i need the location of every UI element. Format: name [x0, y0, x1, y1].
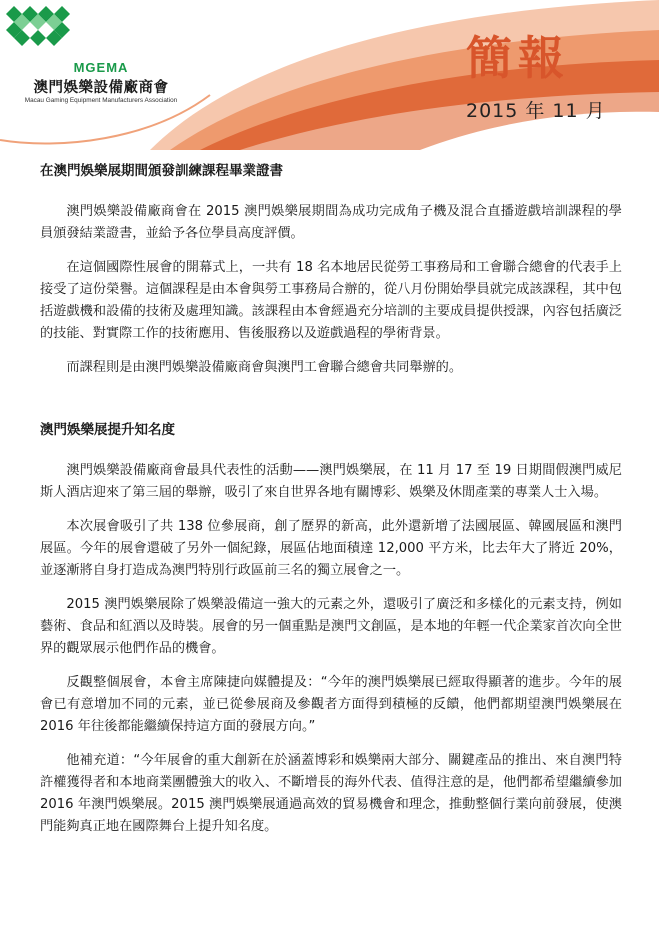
header-banner: [0, 0, 659, 150]
org-name-zh: 澳門娛樂設備廠商會: [33, 80, 169, 96]
paragraph: 澳門娛樂設備廠商會最具代表性的活動——澳門娛樂展，在 11 月 17 至 19 日期間假澳門威尼斯人酒店迎來了第三屆的舉辦，吸引了來自世界各地有關博彩、娛樂及休閒產業的專業人士入場。: [40, 463, 622, 500]
paragraph: 本次展會吸引了共 138 位參展商，創了歷界的新高，此外還新增了法國展區、韓國展區和澳門展區。今年的展會還破了另外一個紀錄，展區佔地面積達 12,000 平方米，比去年大了將近 20%，並逐漸將自身打造成為澳門特別行政區前三名的獨立展會之一。: [40, 519, 622, 578]
paragraph: 而課程則是由澳門娛樂設備廠商會與澳門工會聯合總會共同舉辦的。: [66, 360, 463, 375]
paragraph: 反觀整個展會，本會主席陳捷向媒體提及：“今年的澳門娛樂展已經取得顯著的進步。今年的展會已有意增加不同的元素，並已從參展商及參觀者方面得到積極的反饋，他們都期望澳門娛樂展在 2016 年往後都能繼續保持這方面的發展方向。”: [40, 675, 622, 734]
paragraph: 在這個國際性展會的開幕式上，一共有 18 名本地居民從勞工事務局和工會聯合總會的代表手上接受了這份榮譽。這個課程是由本會與勞工事務局合辦的，從八月份開始學員就完成該課程，其中包括遊戲機和設備的技術及處理知識。該課程由本會經過充分培訓的主要成員提供授課，內容包括廣泛的技能、對實際工作的技術應用、售後服務以及遊戲過程的學術背景。: [40, 260, 622, 341]
section-title-graduation: 在澳門娛樂展期間頒發訓練課程畢業證書: [40, 163, 283, 179]
paragraph: 澳門娛樂設備廠商會在 2015 澳門娛樂展期間為成功完成角子機及混合直播遊戲培訓課程的學員頒發結業證書，並給予各位學員高度評價。: [40, 204, 622, 241]
article-body: [40, 160, 622, 838]
org-logo: [6, 6, 196, 136]
org-name-en: Macau Gaming Equipment Manufacturers Association: [24, 97, 178, 104]
logo-abbreviation: MGEMA: [73, 60, 129, 75]
mgema-logo-icon: [6, 6, 70, 52]
paragraph: 2015 澳門娛樂展除了娛樂設備這一強大的元素之外，還吸引了廣泛和多樣化的元素支持，例如藝術、食品和紅酒以及時裝。展會的另一個重點是澳門文創區，是本地的年輕一代企業家首次向全世界的觀眾展示他們作品的機會。: [40, 597, 622, 656]
section-title-expo: 澳門娛樂展提升知名度: [40, 422, 175, 438]
paragraph: 他補充道：“今年展會的重大創新在於涵蓋博彩和娛樂兩大部分、關鍵產品的推出、來自澳門特許權獲得者和本地商業團體強大的收入、不斷增長的海外代表、值得注意的是，他們都希望繼續參加 2016 年澳門娛樂展。2015 澳門娛樂展通過高效的貿易機會和理念，推動整個行業向前發展，使澳門能夠真正地在國際舞台上提升知名度。: [40, 753, 622, 834]
issue-date: 2015 年 11 月: [466, 100, 606, 122]
newsletter-title: 簡報: [466, 31, 570, 85]
